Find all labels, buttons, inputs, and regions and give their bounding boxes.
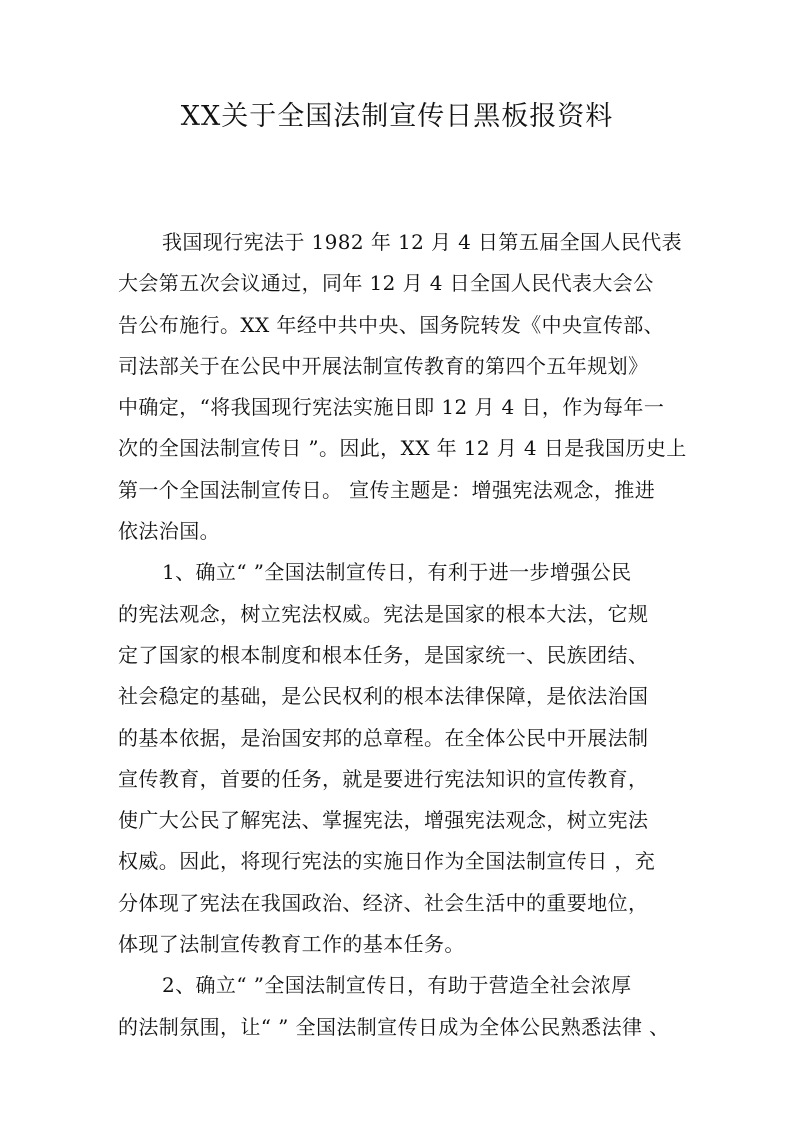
paragraph-line: 社会稳定的基础，是公民权利的根本法律保障，是依法治国: [118, 684, 649, 709]
paragraph-line: 告公布施行。XX 年经中共中央、国务院转发《中央宣传部、: [118, 312, 665, 337]
paragraph-line: 次的全国法制宣传日 ”。因此，XX 年 12 月 4 日是我国历史上: [118, 436, 687, 461]
paragraph-line: 的基本依据，是治国安邦的总章程。在全体公民中开展法制: [118, 725, 649, 750]
paragraph-line: 体现了法制宣传教育工作的基本任务。: [118, 932, 465, 957]
paragraph-line: 分体现了宪法在我国政治、经济、社会生活中的重要地位，: [118, 890, 649, 915]
paragraph-line: 大会第五次会议通过，同年 12 月 4 日全国人民代表大会公: [118, 271, 654, 296]
paragraph-line: 使广大公民了解宪法、掌握宪法，增强宪法观念，树立宪法: [118, 808, 649, 833]
paragraph-line: 依法治国。: [118, 519, 220, 544]
document-title: XX关于全国法制宣传日黑板报资料: [180, 101, 614, 132]
paragraph-line: 中确定，“将我国现行宪法实施日即 12 月 4 日，作为每年一: [118, 395, 665, 420]
paragraph-line: 1、确立“ ”全国法制宣传日，有利于进一步增强公民: [162, 560, 632, 585]
document-body: [118, 222, 688, 1048]
paragraph-line: 我国现行宪法于 1982 年 12 月 4 日第五届全国人民代表: [162, 230, 683, 254]
paragraph-line: 司法部关于在公民中开展法制宣传教育的第四个五年规划》: [118, 353, 649, 378]
paragraph-line: 权威。因此，将现行宪法的实施日作为全国法制宣传日 ，充: [118, 849, 656, 874]
paragraph-line: 2、确立“ ”全国法制宣传日，有助于营造全社会浓厚: [162, 973, 632, 998]
paragraph-line: 的宪法观念，树立宪法权威。宪法是国家的根本大法，它规: [118, 601, 649, 626]
paragraph-line: 宣传教育，首要的任务，就是要进行宪法知识的宣传教育，: [118, 766, 649, 791]
paragraph-line: 的法制氛围，让“ ” 全国法制宣传日成为全体公民熟悉法律 、: [118, 1014, 670, 1039]
paragraph-line: 第一个全国法制宣传日。 宣传主题是：增强宪法观念，推进: [118, 477, 656, 502]
paragraph-line: 定了国家的根本制度和根本任务，是国家统一、民族团结、: [118, 642, 649, 667]
